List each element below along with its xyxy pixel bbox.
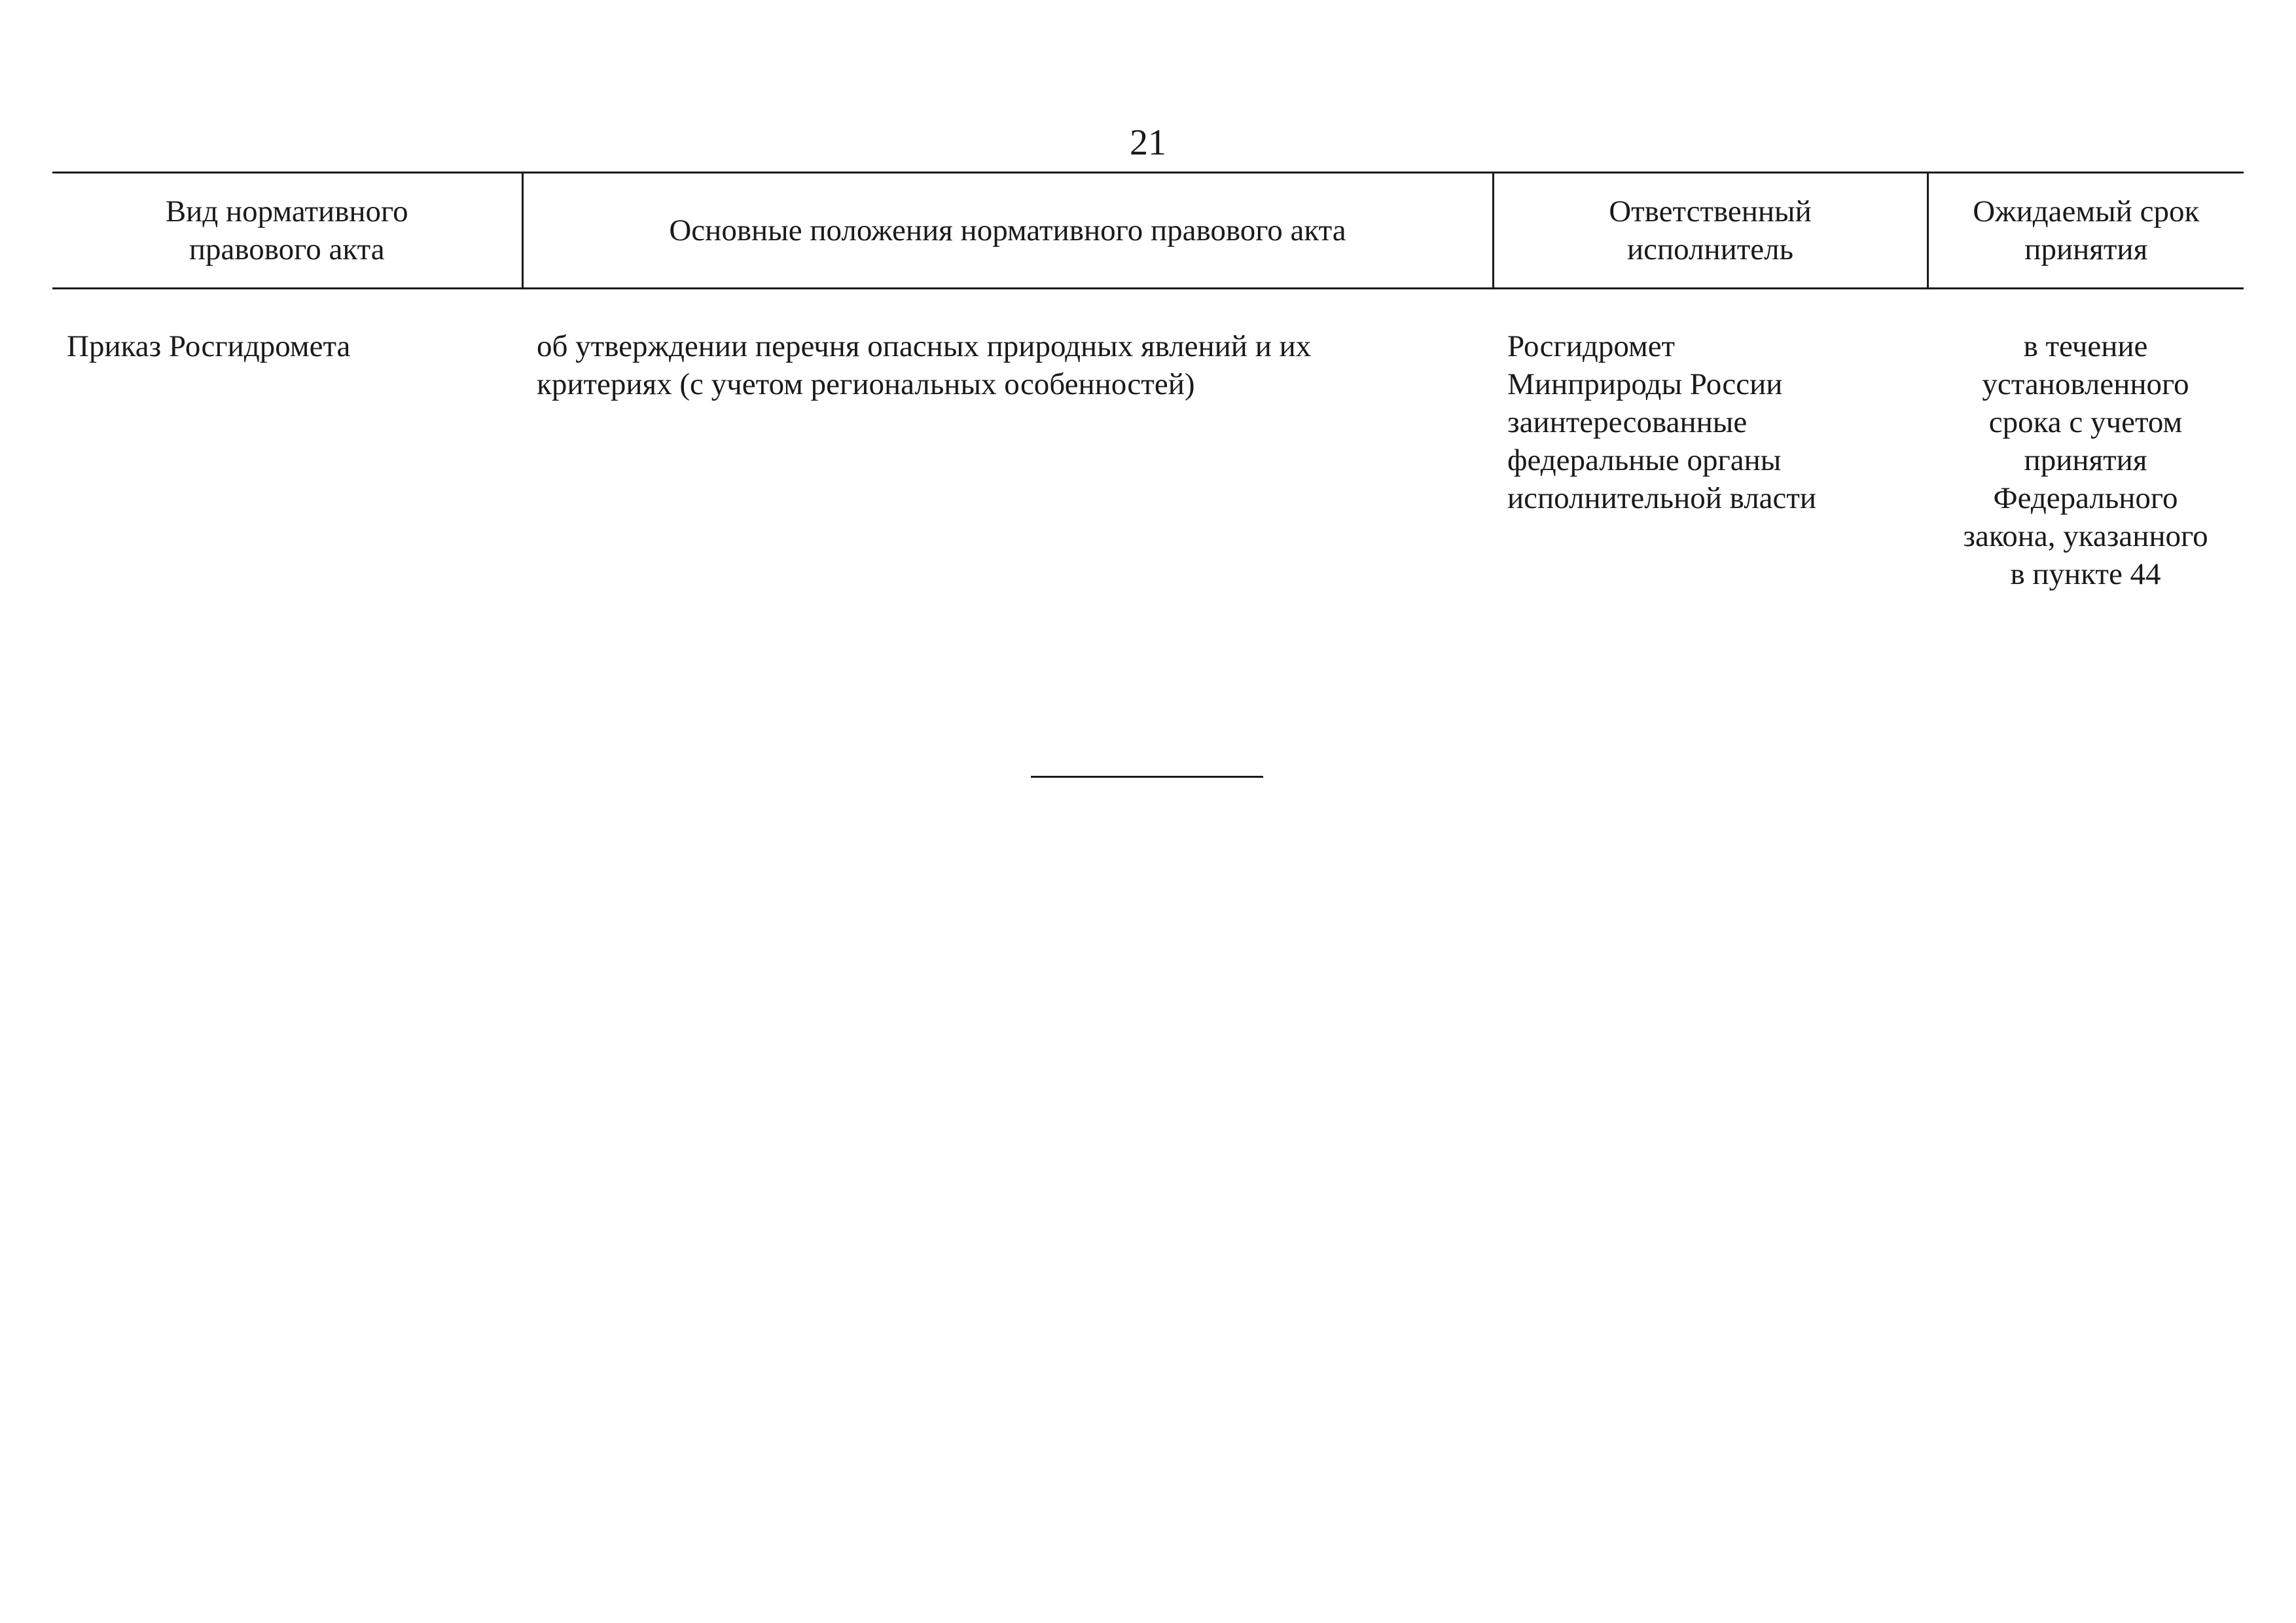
cell-line: принятия [2024,443,2147,477]
header-act-type-line: Вид нормативного [165,194,408,228]
cell-act-type [52,289,522,594]
table-body [52,289,2244,594]
header-provisions [522,173,1493,289]
cell-responsible [1493,289,1928,594]
table-header [52,173,2244,289]
cell-line: в пункте 44 [2010,557,2161,591]
header-act-type [52,173,522,289]
header-provisions-line: Основные положения нормативного правового акта [669,213,1346,247]
cell-line: в течение [2023,329,2148,363]
cell-line: об утверждении перечня опасных природных явлений и их [537,329,1312,363]
cell-provisions [522,289,1493,594]
cell-line: Росгидромет [1507,329,1676,363]
header-deadline [1928,173,2244,289]
header-responsible-line: Ответственный [1609,194,1812,228]
header-responsible [1493,173,1928,289]
header-deadline-line: Ожидаемый срок [1973,194,2200,228]
cell-line: федеральные органы [1507,443,1782,477]
header-row [52,173,2244,289]
header-responsible-line: исполнитель [1626,232,1794,266]
cell-deadline [1928,289,2244,594]
cell-line: исполнительной власти [1507,481,1817,515]
cell-line: закона, указанного [1963,519,2208,553]
cell-line: заинтересованные [1507,405,1748,439]
table-row [52,289,2244,594]
page-number: 21 [1130,122,1166,163]
header-act-type-line: правового акта [188,232,385,266]
cell-line: Федерального [1993,481,2178,515]
header-deadline-line: принятия [2024,232,2148,266]
cell-line: критериях (с учетом региональных особенностей) [537,367,1195,401]
legal-acts-table [52,172,2244,593]
cell-line: установленного [1982,367,2189,401]
end-of-document-rule [1031,776,1263,778]
cell-line: Приказ Росгидромета [67,329,351,363]
cell-line: Минприроды России [1507,367,1783,401]
cell-line: срока с учетом [1988,405,2183,439]
